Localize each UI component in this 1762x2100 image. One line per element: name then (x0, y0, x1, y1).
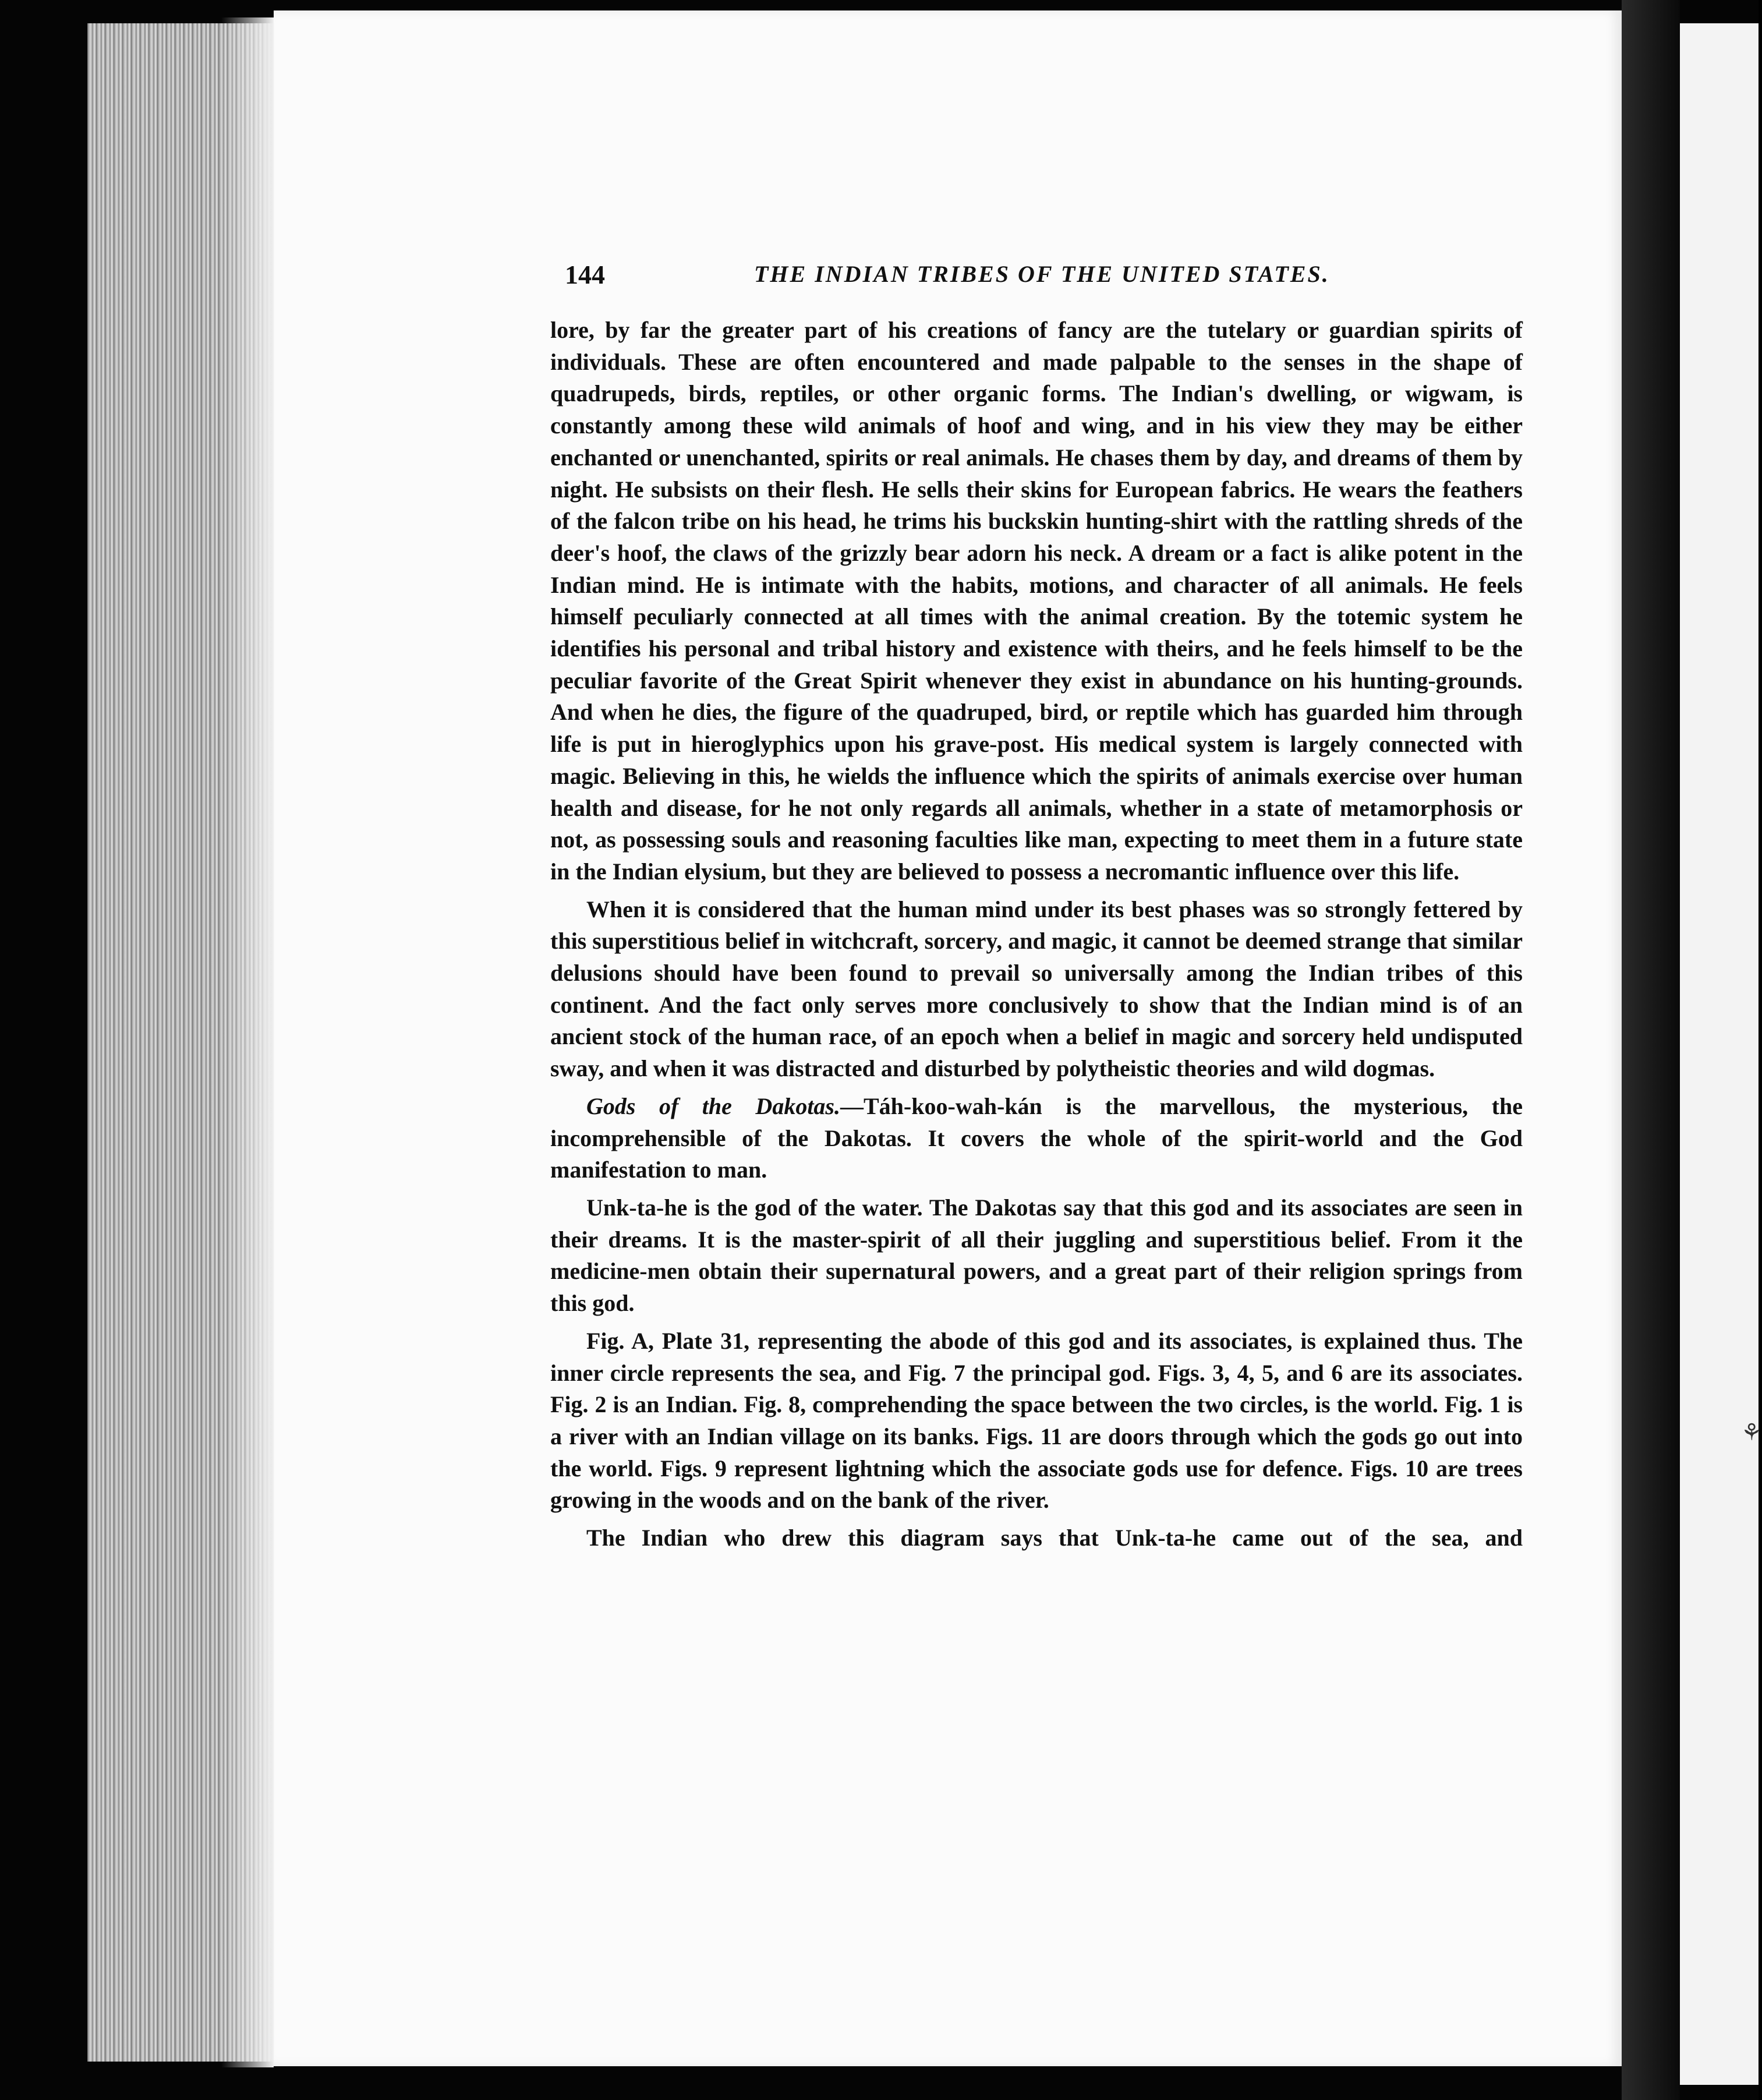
plant-ornament-icon: ⚘ (1741, 1419, 1762, 1446)
section-heading: Gods of the Dakotas. (586, 1093, 840, 1119)
paragraph-3 (550, 1091, 1523, 1186)
paragraph-6: The Indian who drew this diagram says that Unk-ta-he came out of the sea, and (586, 1525, 1523, 1551)
running-title: THE INDIAN TRIBES OF THE UNITED STATES. (754, 261, 1330, 287)
paragraph-3-text: —Táh-koo-wah-kán is the marvellous, the mysterious, the incomprehensible of the Dakotas. It covers the whole of the spirit-world and the God manifestation to man. (550, 1093, 1523, 1183)
body-text (550, 314, 1523, 1554)
paragraph-2: When it is considered that the human mind under its best phases was so strongly fettered by this superstitious belief in witchcraft, sorcery, and magic, it cannot be deemed strange that similar delusions should have been found to prevail so universally among the Indian tribes of this continent. And the fact only serves more conclusively to show that the Indian mind is of an ancient stock of the human race, of an epoch when a belief in magic and sorcery held undisputed sway, and when it was distracted and disturbed by polytheistic theories and wild dogmas. (550, 896, 1523, 1082)
facing-page-edge (1680, 23, 1762, 2085)
page-number: 144 (565, 260, 605, 289)
book-gutter (1622, 0, 1680, 2100)
paragraph-5: Fig. A, Plate 31, representing the abode of this god and its associates, is explained thus. The inner circle represents the sea, and Fig. 7 the principal god. Figs. 3, 4, 5, and 6 are its associates. Fig. 2 is an Indian. Fig. 8, comprehending the space between the two circles, is the world. Fig. 1 is a river with an Indian village on its banks. Figs. 11 are doors through which the gods go out into the world. Figs. 9 represent lightning which the associate gods use for defence. Figs. 10 are trees growing in the woods and on the bank of the river. (550, 1327, 1523, 1514)
paragraph-4: Unk-ta-he is the god of the water. The Dakotas say that this god and its associates are seen in their dreams. It is the master-spirit of all their juggling and superstitious belief. From it the medicine-men obtain their supernatural powers, and a great part of their religion springs from this god. (550, 1194, 1523, 1317)
page-edge-fade (221, 17, 274, 2067)
running-head (565, 259, 1636, 300)
paragraph-1: lore, by far the greater part of his creations of fancy are the tutelary or guardian spirits of individuals. These are often encountered and made palpable to the senses in the shape of quadrupeds, birds, reptiles, or other organic forms. The Indian's dwelling, or wigwam, is constantly among these wild animals of hoof and wing, and in his view they may be either enchanted or unenchanted, spirits or real animals. He chases them by day, and dreams of them by night. He subsists on their flesh. He sells their skins for European fabrics. He wears the feathers of the falcon tribe on his head, he trims his buckskin hunting-shirt with the rattling shreds of the deer's hoof, the claws of the grizzly bear adorn his neck. A dream or a fact is alike potent in the Indian mind. He is intimate with the habits, motions, and character of all animals. He feels himself peculiarly connected at all times with the animal creation. By the totemic system he identifies his personal and tribal history and existence with theirs, and he feels himself to be the peculiar favorite of the Great Spirit whenever they exist in abundance on his hunting-grounds. And when he dies, the figure of the quadruped, bird, or reptile which has guarded him through life is put in hieroglyphics upon his grave-post. His medical system is largely connected with magic. Believing in this, he wields the influence which the spirits of animals exercise over human health and disease, for he not only regards all animals, whether in a state of metamorphosis or not, as possessing souls and reasoning faculties like man, expecting to meet them in a future state in the Indian elysium, but they are believed to possess a necromantic influence over this life. (550, 317, 1523, 885)
